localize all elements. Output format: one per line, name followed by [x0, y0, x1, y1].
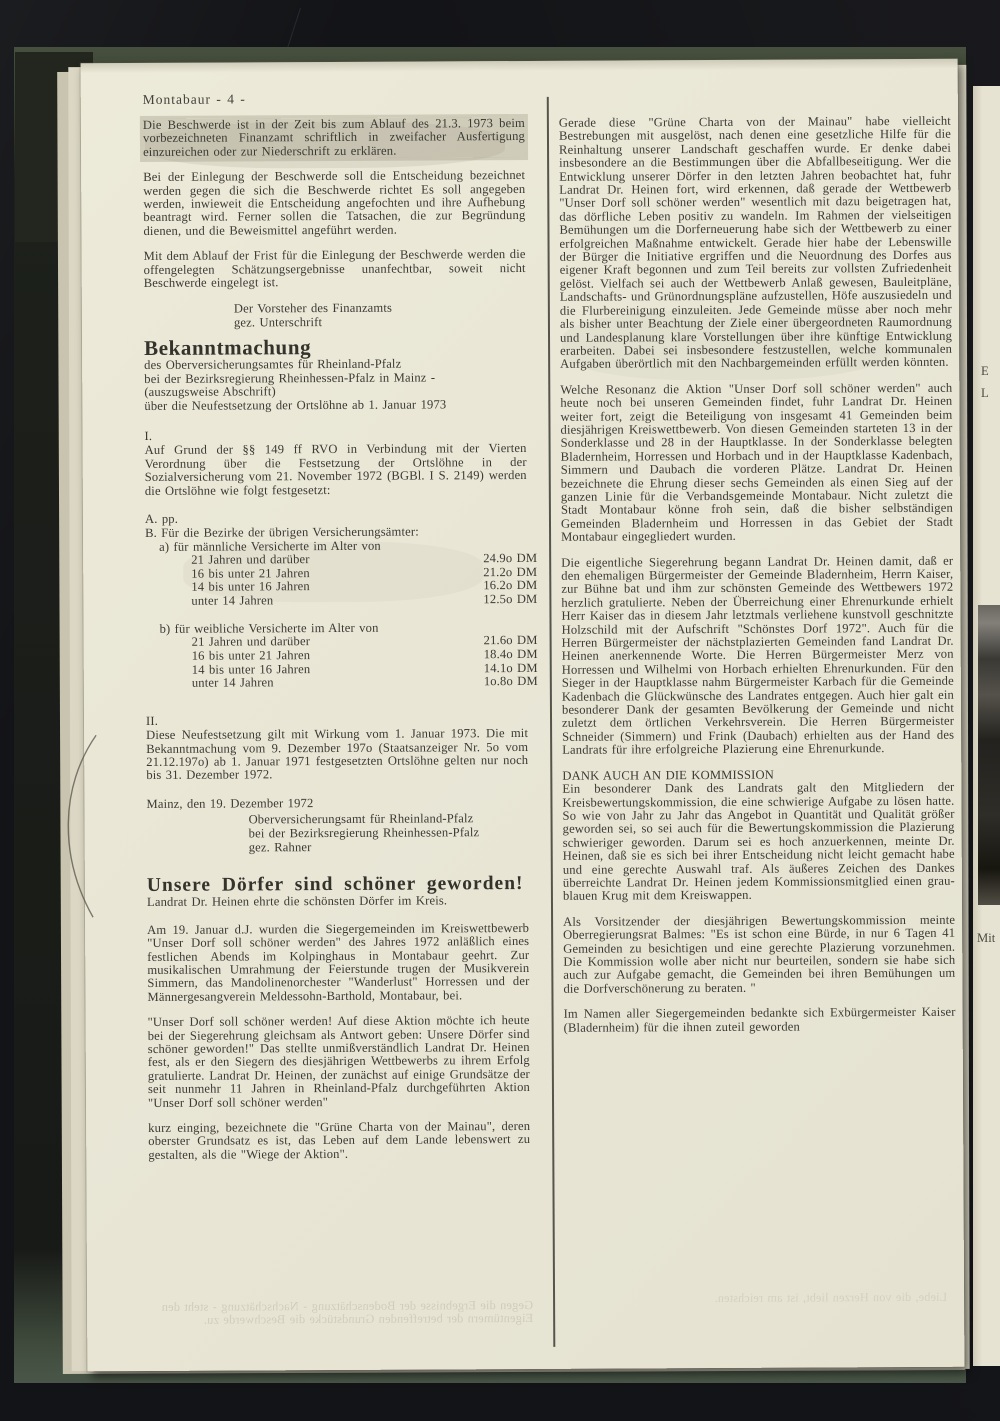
- rate-value: 12.5o DM: [483, 591, 538, 607]
- notice-subtitle: bei der Bezirksregierung Rheinhessen-Pfalz in Mainz -: [144, 370, 436, 386]
- signature-line: gez. Unterschrift: [233, 315, 323, 330]
- rate-value: 14.1o DM: [483, 660, 538, 675]
- paragraph: Mit dem Ablauf der Frist für die Einlegung der Beschwerde werden die offengelegten Schätzungsergebnisse unanfechtbar, soweit nicht Beschwerde eingelegt ist.: [143, 247, 526, 291]
- signature-line: bei der Bezirksregierung Rheinhessen-Pfalz: [248, 825, 480, 841]
- closing-signature-block: [249, 811, 529, 854]
- rate-label: 21 Jahren und darüber: [191, 634, 311, 650]
- notice-subtitle: (auszugsweise Abschrift): [144, 384, 276, 400]
- paragraph: Auf Grund der §§ 149 ff RVO in Verbindung mit der Vierten Verordnung über die Festsetzung der Ortslöhne in der Sozialversicherung vom 21. November 1972 (BGBl. I S. 2149) werden die Ortslöhne wie folgt festgesetzt:: [144, 441, 527, 498]
- rate-label: 16 bis unter 21 Jahren: [191, 648, 311, 663]
- adjacent-text-fragment: L: [981, 386, 989, 400]
- adjacent-photo-fragment: [978, 605, 1000, 905]
- paragraph: Im Namen aller Siegergemeinden bedankte sich Exbürgermeister Kaiser (Bladernheim) für die ihnen zuteil geworden: [563, 1004, 956, 1035]
- adjacent-page-sliver: [973, 86, 1000, 1366]
- rate-group-female: [146, 620, 538, 690]
- signature-line: Der Vorsteher des Finanzamts: [233, 301, 393, 316]
- rate-label: 21 Jahren und darüber: [191, 552, 310, 567]
- bleed-through-text: Liebe, die von Herzen liebt, ist am reichsten.: [714, 1289, 948, 1306]
- right-column: [559, 115, 956, 1047]
- section-numeral: I.: [144, 428, 153, 444]
- paragraph: Ein besonderer Dank des Landrats galt den Mitgliedern der Kreisbewertungskommission, die eine schwierige Aufgabe zu lösen hatte. So wie von Jahr zu Jahr das Angebot in Quantität und Qualität größer geworden sei, so sei auch für die Bewertungskommission die Plazierung schwieriger geworden. Darum sei es hoch anzuerkennen, meinte Dr. Heinen, daß sie es sich bei ihrer Entscheidung nicht leicht gemacht habe und eine gerechte Auswahl traf. Als äußeres Zeichen des Dankes überreichte Landrat Dr. Heinen jedem Kommissionsmitglied einen grau-blauen Krug mit dem Kreiswappen.: [562, 779, 955, 904]
- rate-label: 14 bis unter 16 Jahren: [191, 579, 310, 595]
- article-title: Unsere Dörfer sind schöner geworden!: [146, 872, 524, 896]
- rate-group-male: [145, 538, 538, 608]
- column-divider: [547, 97, 555, 1347]
- section-heading: DANK AUCH AN DIE KOMMISSION: [562, 767, 775, 783]
- paragraph: Am 19. Januar d.J. wurden die Siegergemeinden im Kreiswettbewerb "Unser Dorf soll schöner werden" des Jahres 1972 anläßlich eines festlichen Abends im Kolpinghaus in Montabaur geehrt. Zur musikalischen Umrahmung der Feierstunde trugen der Musikverein Simmern, das Mandolinenorchester "Wanderlust" Horressen und der Männergesangverein Meldessohn-Barthold, Montabaur, bei.: [147, 920, 530, 1004]
- paragraph: Welche Resonanz die Aktion "Unser Dorf soll schöner werden" auch heute noch bei unseren Gemeinden findet, fuhr Landrat Dr. Heinen weiter fort, zeigt die Beteiligung von insgesamt 41 Gemeinden beim diesjährigen Kreiswettbewerb. Von diesen Gemeinden starteten 13 in der Sonderklasse und 28 in der Hauptklasse. In der Sonderklasse belegten Bladernheim, Horressen und Horbach und in der Hauptklasse Kadenbach, Simmern und Daubach die vorderen Plätze. Landrat Dr. Heinen bezeichnete die Ehrung dieser sechs Gemeinden als einen Sieg auf der ganzen Linie für die Verbandsgemeinde Montabaur. Nicht zuletzt die Stadt Montabaur könne froh sein, daß die bisher selbständigen Gemeinden Bladernheim und Horressen in das Gebiet der Stadt Montabaur eingegliedert wurden.: [560, 380, 954, 544]
- notice-subtitle: über die Neufestsetzung der Ortslöhne ab 1. Januar 1973: [144, 397, 447, 414]
- scanned-page: [81, 59, 965, 1372]
- paragraph: Bei der Einlegung der Beschwerde soll die Entscheidung bezeichnet werden gegen die sich die Beschwerde richtet Es soll angegeben werden, inwieweit die Entscheidung angefochten und ihre Aufhebung beantragt wird. Ferner sollen die Tatsachen, die zur Begründung dienen, und die Beweismittel angeführt werden.: [143, 168, 526, 238]
- bleed-through-text: Gegen die Ergebnisse der Bodenschätzung - Nachschätzung - steht den Eigentümern der betreffenden Grundstücke die Beschwerde zu.: [161, 1297, 534, 1328]
- notice-title: Bekanntmachung: [144, 335, 312, 361]
- list-item: B. Für die Bezirke der übrigen Versicherungsämter:: [145, 524, 419, 541]
- paragraph: Gerade diese "Grüne Charta von der Mainau" habe vielleicht Bestrebungen mit ausgelöst, nach denen eine gesetzliche Hilfe für die Reinhaltung unserer Landschaft geschaffen wurde. Er denke dabei insbesondere an die Bestimmungen über die Abfallbeseitigung. Wer die Entwicklung unserer Dörfer in den letzten Jahren beobachtet hat, fuhr Landrat Dr. Heinen fort, wird erkennen, daß gerade der Wettbewerb "Unser Dorf soll schöner werden" wesentlich mit dazu beigetragen hat, das dörfliche Leben positiv zu wandeln. Im Rahmen der vielseitigen Bemühungen um die Dorferneuerung habe sich der Wettbewerb zu einer erfolgreichen Maßnahme entwickelt. Gerade hier habe der Lebenswille der Bürger die Initiative ergriffen und die Neuordnung des Dorfes aus eigener Kraft begonnen und zum Teil bereits zur vollsten Zufriedenheit gelöst. Vielfach sei auch der Wettbewerb Anlaß gewesen, Bauleitpläne, Landschafts- und Grünordnungspläne aufzustellen, Höfe auszusiedeln und die Flurbereinigung einzuleiten. Jede Gemeinde müsse aber noch mehr als bisher unter Beachtung der Ziele einer übergeordneten Raumordnung und Landesplanung klare Vorstellungen über ihre künftige Entwicklung erarbeiten. Dabei sei insbesondere festzustellen, welche kommunalen Aufgaben überörtlich mit den Nachbargemeinden erfüllt werden könnten.: [558, 113, 953, 372]
- rate-value: 21.2o DM: [483, 564, 538, 579]
- article-subtitle: Landrat Dr. Heinen ehrte die schönsten Dörfer im Kreis.: [146, 893, 448, 910]
- signature-line: Oberversicherungsamt für Rheinland-Pfalz: [248, 811, 474, 827]
- list-item: A. pp.: [144, 511, 179, 527]
- rate-label: unter 14 Jahren: [191, 675, 274, 690]
- rate-group-label: a) für männliche Versicherte im Alter von: [159, 538, 381, 554]
- signature-block: [234, 300, 526, 330]
- rate-row: [145, 593, 537, 609]
- rate-value: 16.2o DM: [483, 578, 538, 593]
- paragraph: kurz einging, bezeichnete die "Grüne Charta von der Mainau", deren oberster Grundsatz es ist, das Leben auf dem Lande lebenswert zu gestalten, als die "Wiege der Aktion".: [148, 1118, 531, 1162]
- rate-label: 16 bis unter 21 Jahren: [191, 565, 310, 581]
- adjacent-caption-fragment: Mit: [977, 931, 996, 945]
- rate-value: 1o.8o DM: [483, 674, 538, 689]
- paragraph: "Unser Dorf soll schöner werden! Auf diese Aktion möchte ich heute bei der Siegerehrung gleichsam als Antwort geben: Unsere Dörfer sind schöner geworden!" Das stellte unmißverständlich Landrat Dr. Heinen fest, als er den Siegern des diesjährigen Wettbewerbs zu ihrem Erfolg gratulierte. Landrat Dr. Heinen, der zunächst auf einige Grundsätze der seit nunmehr 11 Jahren in Rheinland-Pfalz durchgeführten Aktion "Unser Dorf soll schöner werden": [147, 1013, 530, 1110]
- notice-subtitle: des Oberversicherungsamtes für Rheinland-Pfalz: [144, 356, 402, 372]
- place-date-line: Mainz, den 19. Dezember 1972: [146, 795, 314, 811]
- page-number-header: Montabaur - 4 -: [142, 91, 246, 107]
- rate-value: 21.6o DM: [483, 633, 538, 648]
- paragraph: Diese Neufestsetzung gilt mit Wirkung vom 1. Januar 1973. Die mit Bekanntmachung vom 9. Dezember 197o (Staatsanzeiger Nr. 5o vom 21.12.197o) ab 1. Januar 1971 festgesetzten Ortslöhne gelten nur noch bis 31. Dezember 1972.: [146, 726, 529, 783]
- rate-label: unter 14 Jahren: [191, 593, 274, 608]
- paragraph: Die Beschwerde ist in der Zeit bis zum Ablauf des 21.3. 1973 beim vorbezeichneten Finanzamt schriftlich in zweifacher Ausfertigung einzureichen oder zur Niederschrift zu erklären.: [142, 115, 526, 159]
- signature-line: gez. Rahner: [248, 839, 312, 855]
- rate-value: 24.9o DM: [483, 551, 538, 566]
- rate-group-label: b) für weibliche Versicherte im Alter von: [159, 621, 379, 637]
- paragraph: Als Vorsitzender der diesjährigen Bewertungskommission meinte Oberregierungsrat Balmes: "Es ist schon eine Bürde, in nur 6 Tagen 41 Gemeinden zu besichtigen und eine gerechte Plazierung vorzunehmen. Die Kommission wolle aber nicht nur beurteilen, sondern sie habe sich auch zur Aufgabe gemacht, die Gemeinden bei ihren Bemühungen um die Dorfverschönerung zu beraten. ": [563, 912, 956, 996]
- paragraph: Die eigentliche Siegerehrung begann Landrat Dr. Heinen damit, daß er den ehemaligen Bürgermeister der Gemeinde Bladernheim, Herrn Kaiser, zur Bühne bat und ihm zur schönsten Gemeinde des Wettbewers 1972 herzlich gratulierte. Neben der Überreichung einer Ehrenurkunde erhielt Herr Kaiser das in diesem Jahr letztmals verliehene kunstvoll geschnitzte Holzschild mit der Aufschrift "Schönstes Dorf 1972". Auch für die Herren Bürgermeister der nächstplazierten Gemeinden fand Landrat Dr. Heinen anerkennende Worte. Die Herren Bürgermeister Merz von Horressen und Wilhelmi von Horbach erhielten Ehrenurkunden. Für den Sieger in der Hauptklasse nahm Bürgermeister Karbach für die Gemeinde Kadenbach die Glückwünsche des Landrates entgegen. Auch hier galt ein besonderer Dank der gesamten Bevölkerung der Gemeinde und nicht zuletzt dem örtlichen Verkehrsverein. Die Herren Bürgermeister Schneider (Simmern) und Frink (Daubach) erhielten aus der Hand des Landrats für ihre erfolgreiche Plazierung eine Ehrenurkunde.: [561, 553, 955, 758]
- rate-row: [146, 675, 538, 691]
- rate-value: 18.4o DM: [483, 646, 538, 662]
- adjacent-text-fragment: E: [981, 364, 989, 378]
- section-numeral: II.: [145, 713, 159, 728]
- rate-label: 14 bis unter 16 Jahren: [191, 661, 311, 677]
- scan-artifact-hair: [56, 731, 103, 921]
- left-column: [142, 115, 538, 1174]
